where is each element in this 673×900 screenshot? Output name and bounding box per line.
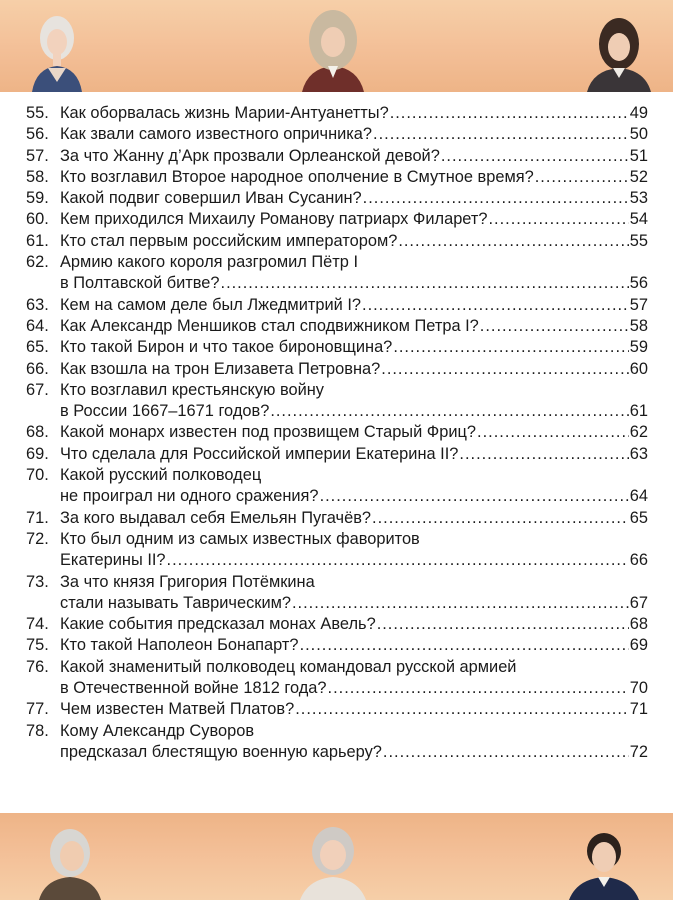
toc-entry-number: 64. bbox=[26, 316, 49, 335]
toc-entry-number: 58. bbox=[26, 167, 49, 186]
toc-entry bbox=[26, 146, 648, 167]
toc-entry bbox=[26, 614, 648, 635]
toc-entry-page-number: 71 bbox=[629, 700, 648, 719]
toc-entry-page-number: 51 bbox=[629, 146, 648, 165]
dot-leader bbox=[398, 231, 628, 252]
toc-entry bbox=[26, 231, 648, 252]
toc-entry-title: в Отечественной войне 1812 года? bbox=[60, 679, 327, 698]
toc-entry-page-number: 64 bbox=[629, 487, 648, 506]
toc-entry-title: предсказал блестящую военную карьеру? bbox=[60, 742, 382, 761]
dot-leader bbox=[441, 146, 629, 167]
toc-entry-page-number: 69 bbox=[629, 636, 648, 655]
toc-entry-title: Кто стал первым российским императором? bbox=[60, 231, 398, 250]
toc-entry-number: 67. bbox=[26, 380, 49, 399]
toc-entry bbox=[26, 188, 648, 209]
dot-leader bbox=[270, 401, 628, 422]
dot-leader bbox=[320, 486, 629, 507]
toc-entry bbox=[26, 508, 648, 529]
portrait-icon-man-long-wig bbox=[298, 6, 368, 92]
toc-entry-number: 55. bbox=[26, 104, 49, 122]
toc-entry-page-number: 55 bbox=[629, 231, 648, 250]
toc-entry bbox=[26, 124, 648, 145]
toc-entry-title: в России 1667–1671 годов? bbox=[60, 402, 270, 421]
toc-entry-title: Как звали самого известного опричника? bbox=[60, 125, 373, 144]
toc-entry-number: 73. bbox=[26, 572, 49, 591]
dot-leader bbox=[390, 103, 629, 124]
footer-band bbox=[0, 813, 673, 900]
toc-entry-page-number: 61 bbox=[629, 402, 648, 421]
toc-entry bbox=[26, 657, 648, 700]
toc-entry-page-number: 52 bbox=[629, 167, 648, 186]
dot-leader bbox=[362, 295, 629, 316]
toc-entry-number: 59. bbox=[26, 189, 49, 208]
toc-entry-page-number: 49 bbox=[629, 104, 648, 122]
portrait-icon-woman-powdered-wig bbox=[28, 8, 86, 92]
toc-entry-number: 75. bbox=[26, 636, 49, 655]
portrait-icon-man-grey-wig bbox=[35, 825, 105, 900]
dot-leader bbox=[363, 188, 629, 209]
toc-entry-number: 56. bbox=[26, 125, 49, 144]
toc-entry bbox=[26, 103, 648, 124]
dot-leader bbox=[393, 337, 628, 358]
toc-entry bbox=[26, 699, 648, 720]
toc-entry bbox=[26, 465, 648, 508]
toc-entry bbox=[26, 252, 648, 295]
toc-entry-page-number: 54 bbox=[629, 210, 648, 229]
toc-entry-title: Кто был одним из самых известных фаворитов bbox=[60, 529, 420, 548]
toc-entry bbox=[26, 422, 648, 443]
toc-entry bbox=[26, 444, 648, 465]
toc-entry-page-number: 70 bbox=[629, 679, 648, 698]
toc-entry-title: Кто такой Бирон и что такое бироновщина? bbox=[60, 338, 393, 357]
dot-leader bbox=[383, 742, 629, 763]
dot-leader bbox=[292, 593, 629, 614]
toc-entry-number: 77. bbox=[26, 700, 49, 719]
toc-entry-number: 65. bbox=[26, 338, 49, 357]
toc-entry bbox=[26, 316, 648, 337]
toc-entry-number: 70. bbox=[26, 466, 49, 485]
toc-entry-number: 57. bbox=[26, 146, 49, 165]
dot-leader bbox=[377, 614, 629, 635]
toc-entry-title: Какой знаменитый полководец командовал русской армией bbox=[60, 657, 517, 676]
toc-entry-title: Что сделала для Российской империи Екатерина II? bbox=[60, 444, 459, 463]
toc-entry-title: Чем известен Матвей Платов? bbox=[60, 700, 295, 719]
toc-entry bbox=[26, 635, 648, 656]
toc-entry-number: 68. bbox=[26, 423, 49, 442]
toc-entry-title: Кто такой Наполеон Бонапарт? bbox=[60, 636, 299, 655]
toc-entry bbox=[26, 209, 648, 230]
toc-entry-title: Екатерины II? bbox=[60, 551, 166, 570]
dot-leader bbox=[535, 167, 629, 188]
toc-entry-title: Кто возглавил Второе народное ополчение в Смутное время? bbox=[60, 167, 534, 186]
toc-entry-page-number: 68 bbox=[629, 615, 648, 634]
portrait-icon-dark-haired-man bbox=[585, 14, 653, 92]
toc-entry-title: Какой русский полководец bbox=[60, 466, 262, 485]
header-band bbox=[0, 0, 673, 92]
dot-leader bbox=[300, 635, 629, 656]
toc-entry-page-number: 72 bbox=[629, 742, 648, 761]
portrait-icon-empress bbox=[298, 823, 368, 900]
toc-entry bbox=[26, 359, 648, 380]
toc-entry-page-number: 62 bbox=[629, 423, 648, 442]
toc-entry-number: 71. bbox=[26, 508, 49, 527]
dot-leader bbox=[373, 124, 629, 145]
toc-entry bbox=[26, 529, 648, 572]
toc-entry-title: Какие события предсказал монах Авель? bbox=[60, 615, 376, 634]
toc-entry bbox=[26, 295, 648, 316]
dot-leader bbox=[167, 550, 629, 571]
toc-entry-number: 60. bbox=[26, 210, 49, 229]
toc-entry-number: 62. bbox=[26, 253, 49, 272]
toc-entry-title: Кому Александр Суворов bbox=[60, 721, 255, 740]
dot-leader bbox=[328, 678, 629, 699]
toc-entry-title: Армию какого короля разгромил Пётр I bbox=[60, 253, 359, 272]
toc-entry-title: Как взошла на трон Елизавета Петровна? bbox=[60, 359, 381, 378]
toc-entry-number: 66. bbox=[26, 359, 49, 378]
toc-entry-title: За что князя Григория Потёмкина bbox=[60, 572, 315, 591]
toc-entry-page-number: 66 bbox=[629, 551, 648, 570]
toc-entry-page-number: 53 bbox=[629, 189, 648, 208]
toc-entry-number: 78. bbox=[26, 721, 49, 740]
dot-leader bbox=[459, 444, 628, 465]
toc-entry-title: в Полтавской битве? bbox=[60, 274, 220, 293]
toc-entry-title: Кем приходился Михаилу Романову патриарх Филарет? bbox=[60, 210, 488, 229]
toc-entry-number: 72. bbox=[26, 529, 49, 548]
toc-entry-title: Кто возглавил крестьянскую войну bbox=[60, 380, 324, 399]
toc-entry-title: За что Жанну д’Арк прозвали Орлеанской девой? bbox=[60, 146, 440, 165]
toc-entry-title: Какой монарх известен под прозвищем Старый Фриц? bbox=[60, 423, 477, 442]
toc-entry-page-number: 65 bbox=[629, 508, 648, 527]
toc-entry-title: Как Александр Меншиков стал сподвижником Петра I? bbox=[60, 316, 479, 335]
dot-leader bbox=[372, 508, 629, 529]
dot-leader bbox=[221, 273, 629, 294]
portrait-icon-napoleon bbox=[567, 827, 641, 900]
dot-leader bbox=[489, 209, 629, 230]
toc-entry-page-number: 57 bbox=[629, 295, 648, 314]
toc-entry bbox=[26, 721, 648, 764]
toc-entry-title: Как оборвалась жизнь Марии-Антуанетты? bbox=[60, 104, 389, 122]
toc-entry-page-number: 56 bbox=[629, 274, 648, 293]
toc-entry-page-number: 59 bbox=[629, 338, 648, 357]
toc-entry-title: стали называть Таврическим? bbox=[60, 593, 291, 612]
toc-entry-page-number: 50 bbox=[629, 125, 648, 144]
dot-leader bbox=[295, 699, 629, 720]
toc-entry bbox=[26, 380, 648, 423]
table-of-contents bbox=[26, 103, 648, 763]
toc-entry-number: 61. bbox=[26, 231, 49, 250]
dot-leader bbox=[381, 359, 629, 380]
toc-entry-title: Кем на самом деле был Лжедмитрий I? bbox=[60, 295, 362, 314]
dot-leader bbox=[480, 316, 629, 337]
dot-leader bbox=[477, 422, 629, 443]
toc-entry bbox=[26, 572, 648, 615]
toc-entry-title: Какой подвиг совершил Иван Сусанин? bbox=[60, 189, 362, 208]
toc-entry-number: 69. bbox=[26, 444, 49, 463]
toc-entry-page-number: 60 bbox=[629, 359, 648, 378]
toc-entry-number: 74. bbox=[26, 615, 49, 634]
toc-entry-number: 63. bbox=[26, 295, 49, 314]
toc-entry bbox=[26, 337, 648, 358]
toc-entry bbox=[26, 167, 648, 188]
toc-entry-title: не проиграл ни одного сражения? bbox=[60, 487, 319, 506]
toc-entry-title: За кого выдавал себя Емельян Пугачёв? bbox=[60, 508, 372, 527]
toc-entry-page-number: 58 bbox=[629, 316, 648, 335]
toc-entry-number: 76. bbox=[26, 657, 49, 676]
toc-entry-page-number: 67 bbox=[629, 593, 648, 612]
toc-entry-page-number: 63 bbox=[629, 444, 648, 463]
